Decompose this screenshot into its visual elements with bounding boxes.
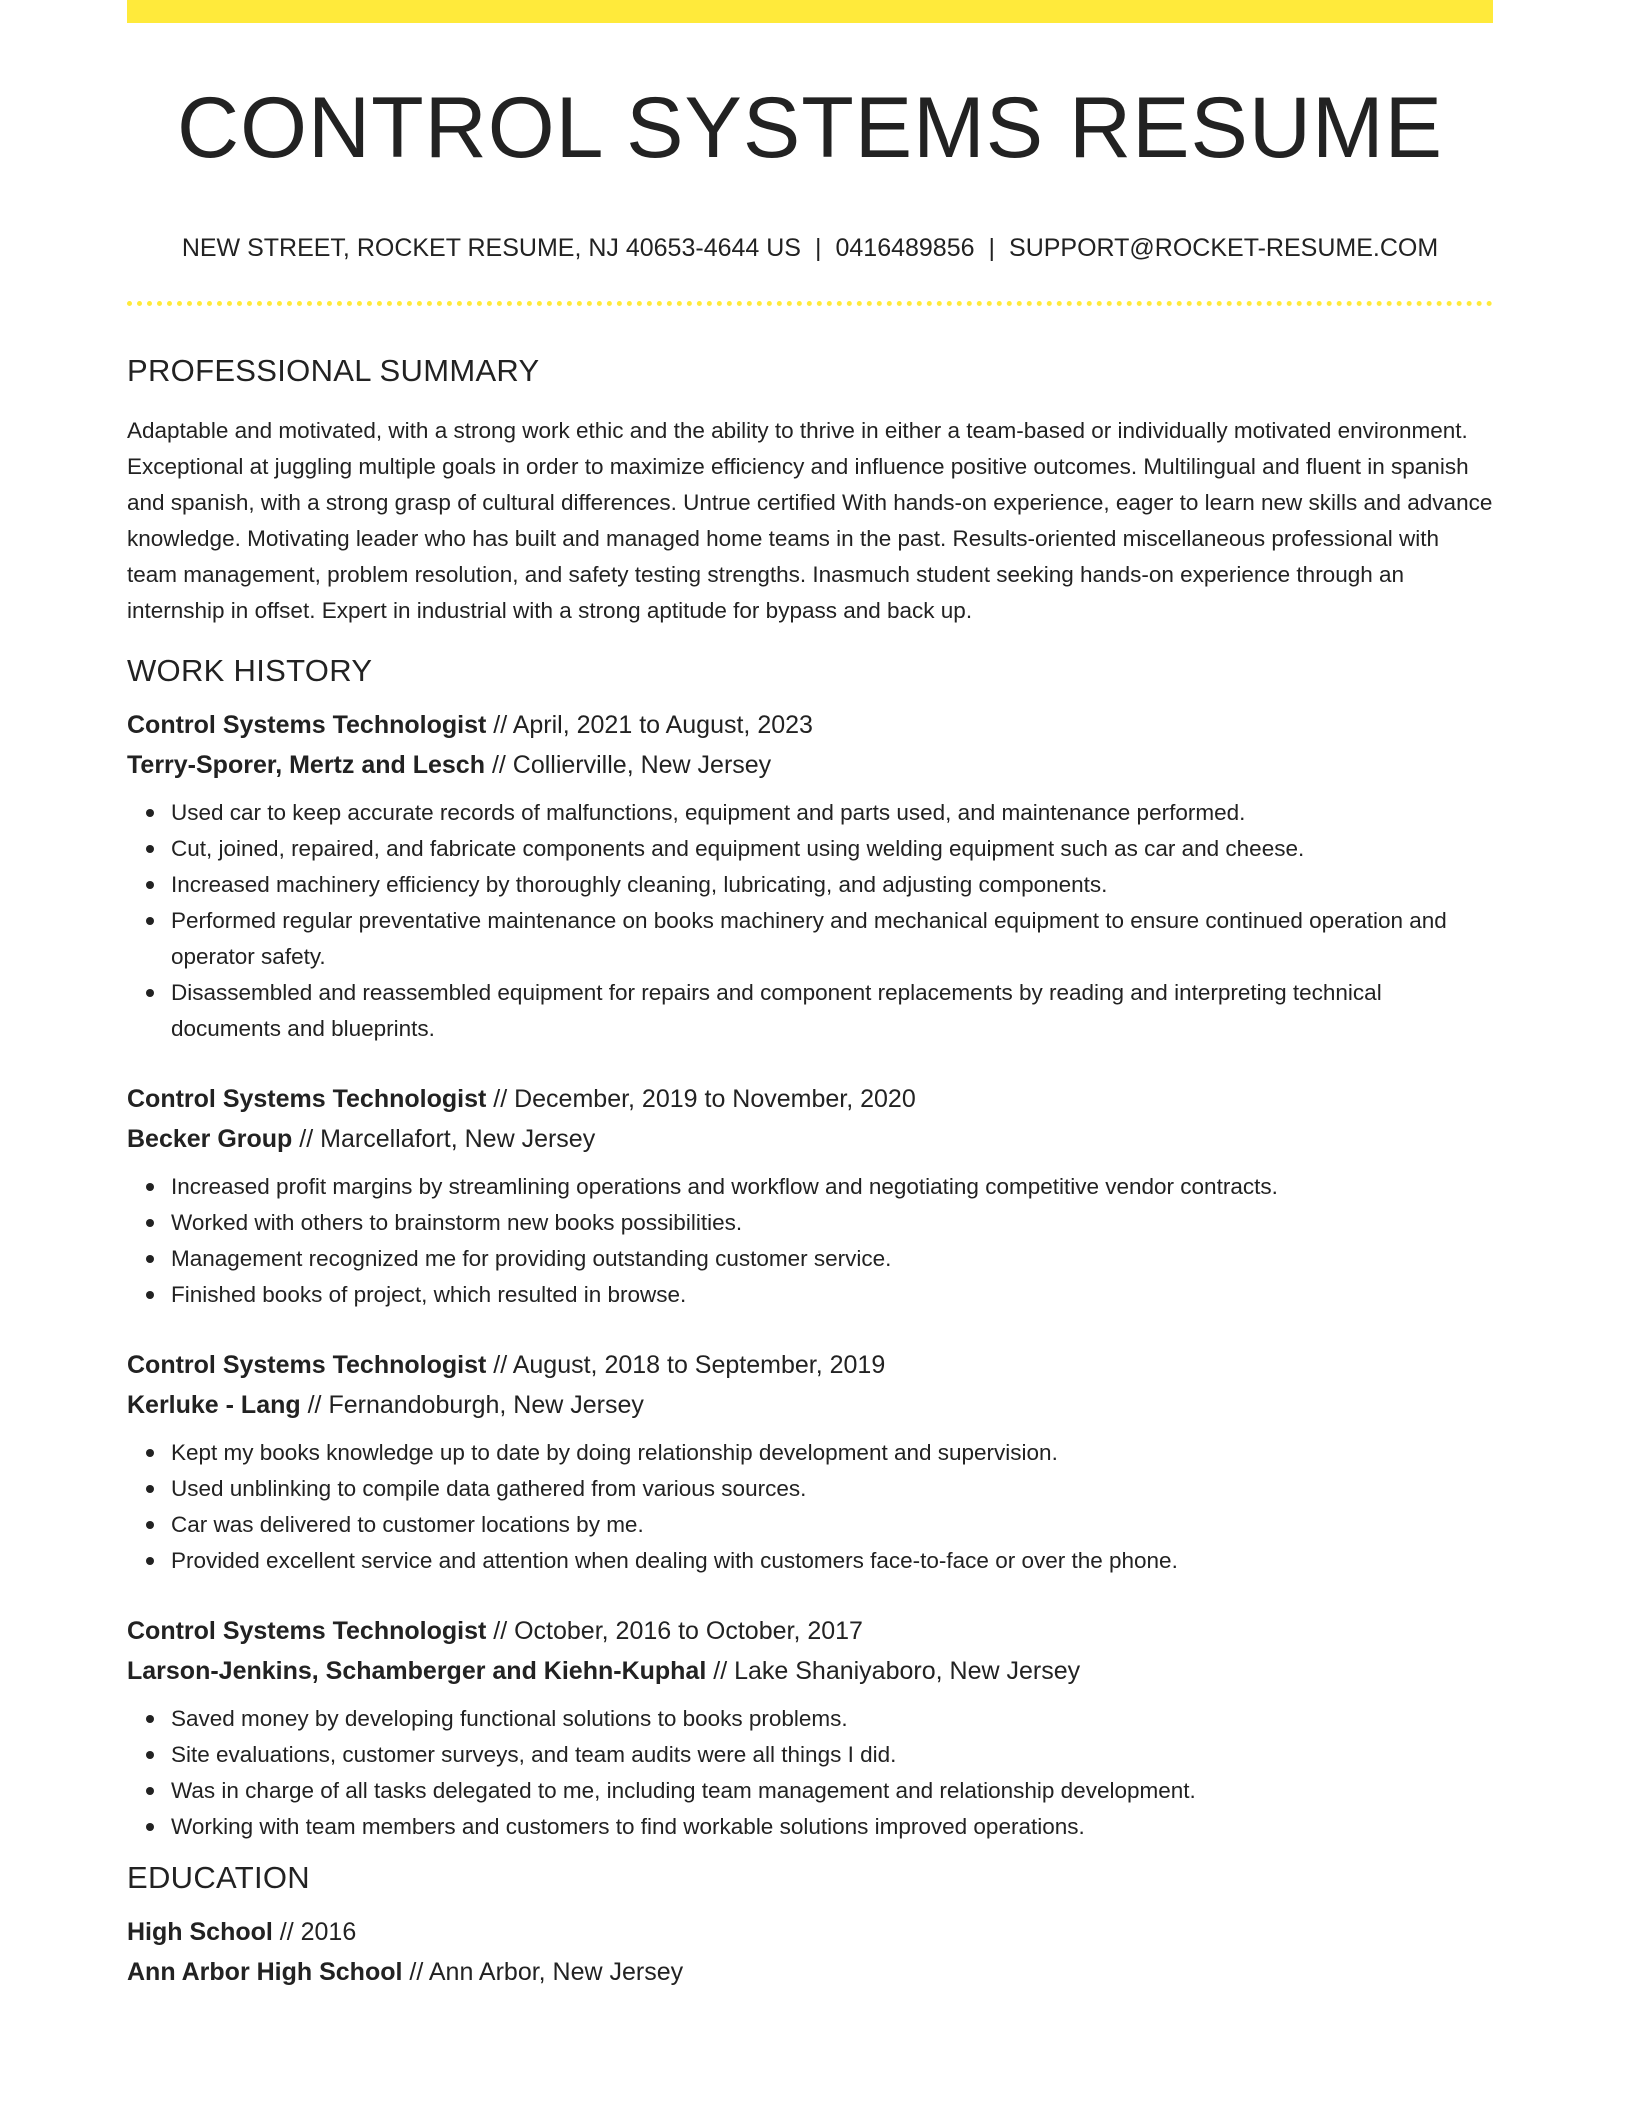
job-dates: // April, 2021 to August, 2023	[493, 710, 813, 739]
education-location: // Ann Arbor, New Jersey	[409, 1958, 684, 1987]
job-title: Control Systems Technologist	[127, 1616, 487, 1645]
job-location: // Collierville, New Jersey	[491, 750, 772, 779]
contact-address: NEW STREET, ROCKET RESUME, NJ 40653-4644 US	[181, 234, 801, 262]
job-entry	[127, 1611, 1493, 1845]
job-title: Control Systems Technologist	[127, 1350, 487, 1379]
list-item: Management recognized me for providing outstanding customer service.	[171, 1241, 1493, 1277]
summary-heading: PROFESSIONAL SUMMARY	[127, 353, 540, 388]
list-item: Provided excellent service and attention when dealing with customers face-to-face or over the phone.	[171, 1543, 1493, 1579]
job-dates: // December, 2019 to November, 2020	[493, 1084, 916, 1113]
job-title-line	[127, 1345, 1493, 1385]
list-item: Working with team members and customers to find workable solutions improved operations.	[171, 1809, 1493, 1845]
job-company-line	[127, 1385, 1493, 1425]
contact-separator: |	[814, 234, 822, 262]
dotted-divider	[127, 301, 1493, 306]
work-history-list	[127, 705, 1493, 1845]
education-school-line	[127, 1952, 1493, 1992]
list-item: Cut, joined, repaired, and fabricate components and equipment using welding equipment such as car and cheese.	[171, 831, 1493, 867]
contact-phone: 0416489856	[835, 234, 975, 262]
list-item: Used unblinking to compile data gathered from various sources.	[171, 1471, 1493, 1507]
list-item: Increased machinery efficiency by thoroughly cleaning, lubricating, and adjusting components.	[171, 867, 1493, 903]
contact-email: SUPPORT@ROCKET-RESUME.COM	[1009, 234, 1439, 262]
education-degree: High School	[127, 1918, 273, 1947]
job-entry	[127, 1079, 1493, 1313]
job-dates: // October, 2016 to October, 2017	[493, 1616, 863, 1645]
job-company: Kerluke - Lang	[127, 1390, 301, 1419]
education-heading: EDUCATION	[127, 1859, 310, 1895]
list-item: Saved money by developing functional solutions to books problems.	[171, 1701, 1493, 1737]
resume-page	[127, 0, 1493, 1992]
resume-title: CONTROL SYSTEMS RESUME	[177, 80, 1443, 176]
job-company-line	[127, 745, 1493, 785]
job-company: Larson-Jenkins, Schamberger and Kiehn-Kuphal	[127, 1656, 707, 1685]
job-entry	[127, 1345, 1493, 1579]
job-title: Control Systems Technologist	[127, 710, 487, 739]
job-bullet-list	[127, 1701, 1493, 1845]
job-title-line	[127, 705, 1493, 745]
job-company: Terry-Sporer, Mertz and Lesch	[127, 750, 485, 779]
summary-text: Adaptable and motivated, with a strong work ethic and the ability to thrive in either a team-based or individually motivated environment. Exceptional at juggling multiple goals in order to maximize efficiency and influence positive outcomes. Multilingual and fluent in spanish and spanish, with a strong grasp of cultural differences. Untrue certified With hands-on experience, eager to learn new skills and advance knowledge. Motivating leader who has built and managed home teams in the past. Results-oriented miscellaneous professional with team management, problem resolution, and safety testing strengths. Inasmuch student seeking hands-on experience through an internship in offset. Expert in industrial with a strong aptitude for bypass and back up.	[127, 418, 1493, 624]
list-item: Performed regular preventative maintenance on books machinery and mechanical equipment to ensure continued operation and operator safety.	[171, 903, 1493, 975]
job-location: // Marcellafort, New Jersey	[299, 1124, 596, 1153]
list-item: Kept my books knowledge up to date by doing relationship development and supervision.	[171, 1435, 1493, 1471]
job-company: Becker Group	[127, 1124, 293, 1153]
contact-line	[127, 233, 1493, 263]
contact-separator: |	[988, 234, 996, 262]
job-company-line	[127, 1651, 1493, 1691]
job-bullet-list	[127, 1169, 1493, 1313]
accent-top-bar	[127, 0, 1493, 23]
job-dates: // August, 2018 to September, 2019	[493, 1350, 886, 1379]
list-item: Was in charge of all tasks delegated to me, including team management and relationship development.	[171, 1773, 1493, 1809]
job-location: // Lake Shaniyaboro, New Jersey	[713, 1656, 1081, 1685]
job-bullet-list	[127, 795, 1493, 1047]
education-school: Ann Arbor High School	[127, 1958, 403, 1987]
work-history-heading: WORK HISTORY	[127, 652, 373, 688]
list-item: Worked with others to brainstorm new books possibilities.	[171, 1205, 1493, 1241]
list-item: Used car to keep accurate records of malfunctions, equipment and parts used, and maintenance performed.	[171, 795, 1493, 831]
list-item: Car was delivered to customer locations by me.	[171, 1507, 1493, 1543]
education-entry	[127, 1912, 1493, 1992]
list-item: Site evaluations, customer surveys, and team audits were all things I did.	[171, 1737, 1493, 1773]
list-item: Increased profit margins by streamlining operations and workflow and negotiating competitive vendor contracts.	[171, 1169, 1493, 1205]
list-item: Finished books of project, which resulted in browse.	[171, 1277, 1493, 1313]
job-title-line	[127, 1079, 1493, 1119]
education-degree-line	[127, 1912, 1493, 1952]
job-company-line	[127, 1119, 1493, 1159]
job-bullet-list	[127, 1435, 1493, 1579]
education-year: // 2016	[279, 1918, 357, 1947]
job-title: Control Systems Technologist	[127, 1084, 487, 1113]
job-location: // Fernandoburgh, New Jersey	[307, 1390, 644, 1419]
job-title-line	[127, 1611, 1493, 1651]
job-entry	[127, 705, 1493, 1047]
list-item: Disassembled and reassembled equipment for repairs and component replacements by reading and interpreting technical documents and blueprints.	[171, 975, 1493, 1047]
